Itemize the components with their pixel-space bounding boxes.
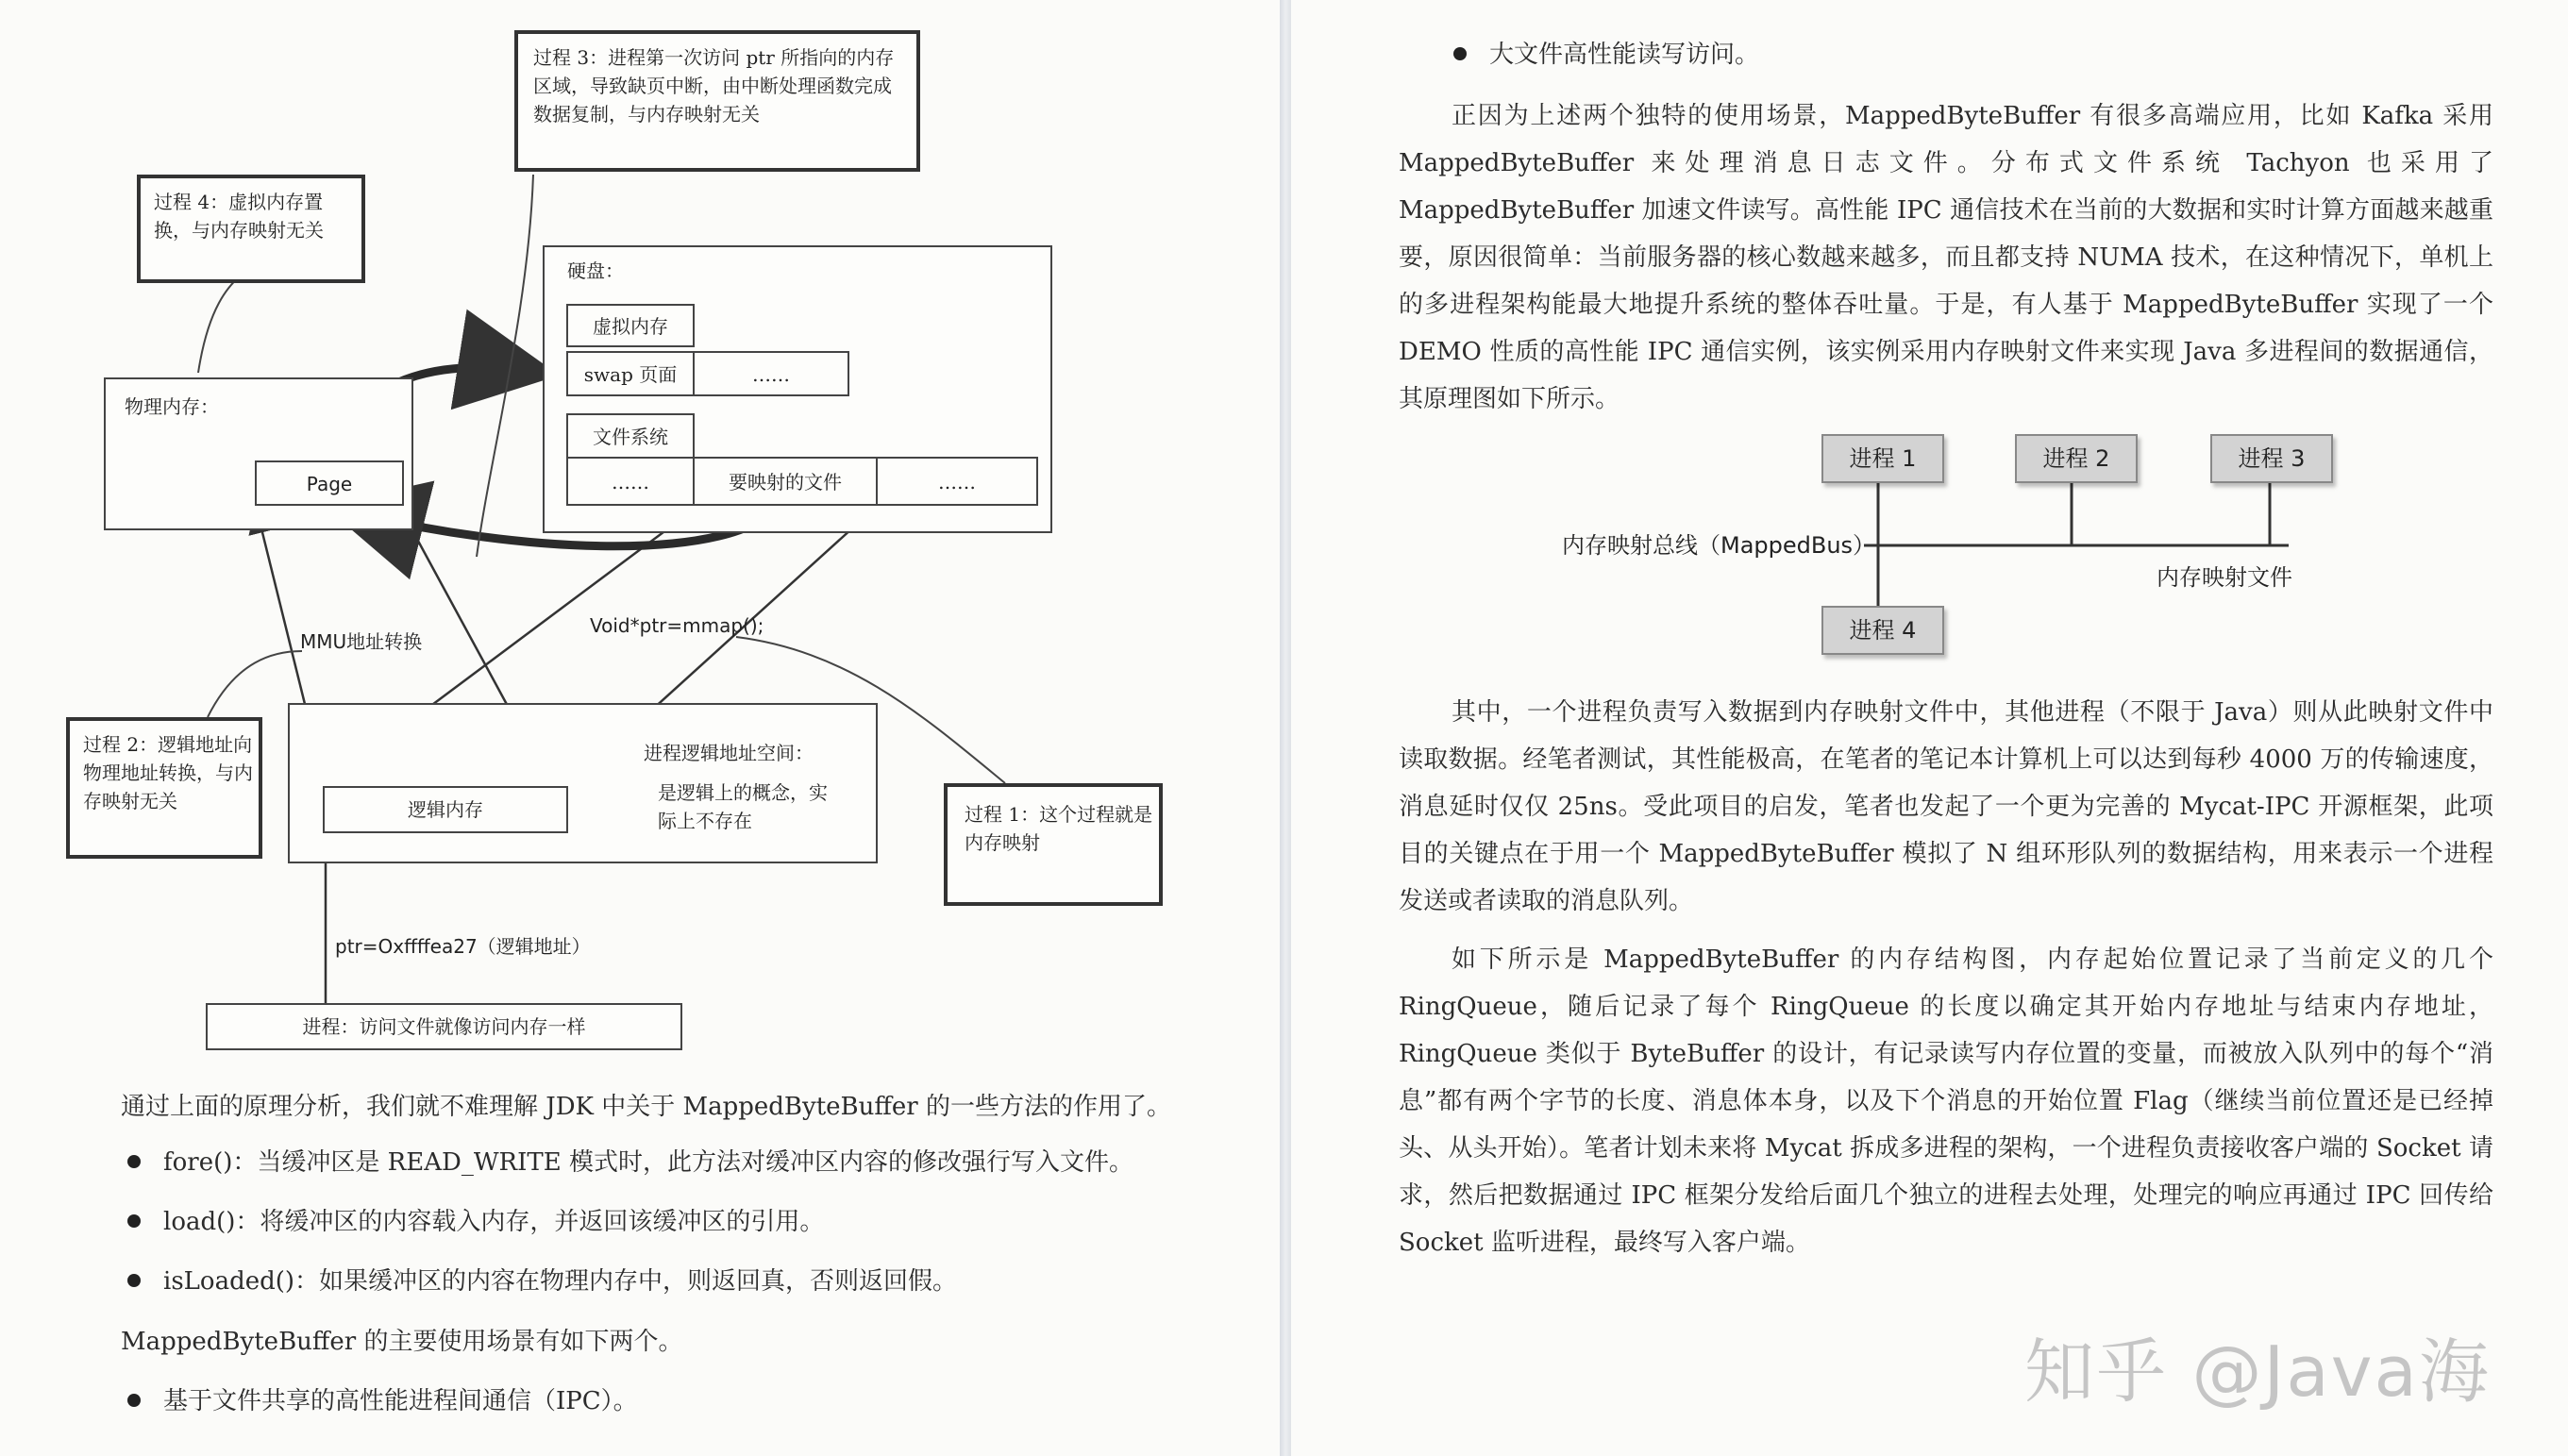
fs-dots-left-label: …… xyxy=(612,471,649,494)
bullet-text: 基于文件共享的高性能进程间通信（IPC）。 xyxy=(163,1387,638,1415)
note-process-3-text: 过程 3：进程第一次访问 ptr 所指向的内存区域，导致缺页中断，由中断处理函数完成数据复制，与内存映射无关 xyxy=(533,46,895,126)
left-bullet-2 xyxy=(127,1203,1213,1241)
note-process-1 xyxy=(944,783,1163,906)
logical-space-desc: 是逻辑上的概念，实际上不存在 xyxy=(658,781,828,832)
left-usage: MappedByteBuffer 的主要使用场景有如下两个。 xyxy=(121,1328,683,1356)
logical-memory-label: 逻辑内存 xyxy=(408,798,483,821)
bullet-text: load()：将缓冲区的内容载入内存，并返回该缓冲区的引用。 xyxy=(163,1208,825,1236)
bullet-dot-icon xyxy=(127,1214,141,1228)
left-bullet-1 xyxy=(127,1144,1213,1181)
bullet-text: isLoaded()：如果缓冲区的内容在物理内存中，则返回真，否则返回假。 xyxy=(163,1267,958,1296)
swap-page-label: swap 页面 xyxy=(583,363,678,386)
left-bullet-3 xyxy=(127,1263,1213,1300)
note-process-4-text: 过程 4：虚拟内存置换，与内存映射无关 xyxy=(154,191,324,242)
swap-dots-label: …… xyxy=(752,363,790,386)
note-process-2-text: 过程 2：逻辑地址向物理地址转换，与内存映射无关 xyxy=(83,733,253,812)
bullet-dot-icon xyxy=(127,1394,141,1407)
process-2-box: 进程 2 xyxy=(2015,434,2138,483)
right-para-3: 如下所示是 MappedByteBuffer 的内存结构图，内存起始位置记录了当前定义的几个 RingQueue，随后记录了每个 RingQueue 的长度以确定其开始内存地址与结束内存地址，RingQueue 类似于 ByteBuffer 的设计，有记录读写内存位置的变量，而被放入队列中的每个“消息”都有两个字节的长度、消息体本身，以及下个消息的开始位置 Flag（继续当前位置还是已经掉头、从头开始）。笔者计划未来将 Mycat 拆成多进程的架构，一个进程负责接收客户端的 Socket 请求，然后把数据通过 IPC 框架分发给后面几个独立的进程去处理，处理完的响应再通过 IPC 回传给 Socket 监听进程，最终写入客户端。 xyxy=(1399,946,2493,1257)
bullet-text: fore()：当缓冲区是 READ_WRITE 模式时，此方法对缓冲区内容的修改强行写入文件。 xyxy=(163,1148,1133,1177)
process-access-box xyxy=(206,1003,682,1050)
process-4-box: 进程 4 xyxy=(1821,606,1944,655)
bullet-dot-icon xyxy=(127,1274,141,1287)
virtual-memory-label: 虚拟内存 xyxy=(593,315,668,338)
ptr-label: ptr=Oxffffea27（逻辑地址） xyxy=(335,935,591,958)
note-process-1-text: 过程 1：这个过程就是内存映射 xyxy=(965,803,1153,854)
process-3-box: 进程 3 xyxy=(2210,434,2333,483)
file-system-label: 文件系统 xyxy=(593,426,668,448)
right-para-1: 正因为上述两个独特的使用场景，MappedByteBuffer 有很多高端应用，比如 Kafka 采用 MappedByteBuffer 来处理消息日志文件。分布式文件系统 Tachyon 也采用了 MappedByteBuffer 加速文件读写。高性能 IPC 通信技术在当前的大数据和实时计算方面越来越重要，原因很简单：当前服务器的核心数越来越多，而且都支持 NUMA 技术，在这种情况下，单机上的多进程架构能最大地提升系统的整体吞吐量。于是，有人基于 MappedByteBuffer 实现了一个 DEMO 性质的高性能 IPC 通信实例，该实例采用内存映射文件来实现 Java 多进程间的数据通信，其原理图如下所示。 xyxy=(1399,102,2493,413)
mapped-bus-label: 内存映射总线（MappedBus） xyxy=(1562,532,1876,559)
mapped-file-caption: 内存映射文件 xyxy=(2157,564,2292,591)
mapped-file-label: 要映射的文件 xyxy=(729,471,842,494)
left-intro: 通过上面的原理分析，我们就不难理解 JDK 中关于 MappedByteBuffer 的一些方法的作用了。 xyxy=(121,1093,1171,1121)
watermark: 知乎 @Java海 xyxy=(2024,1331,2491,1413)
bullet-text: 大文件高性能读写访问。 xyxy=(1489,41,1760,69)
note-process-2 xyxy=(66,717,262,859)
physical-memory-label: 物理内存： xyxy=(125,395,219,418)
mmap-call-label: Void*ptr=mmap(); xyxy=(590,614,764,637)
process-access-label: 进程：访问文件就像访问内存一样 xyxy=(302,1015,586,1038)
logical-memory-box xyxy=(323,786,568,833)
page-label: Page xyxy=(306,473,353,495)
left-usage-bullet xyxy=(127,1382,1213,1420)
fs-dots-right-label: …… xyxy=(938,471,976,494)
mmu-label: MMU地址转换 xyxy=(300,630,423,653)
right-para-2: 其中，一个进程负责写入数据到内存映射文件中，其他进程（不限于 Java）则从此映射文件中读取数据。经笔者测试，其性能极高，在笔者的笔记本计算机上可以达到每秒 4000 万的传输速度，消息延时仅仅 25ns。受此项目的启发，笔者也发起了一个更为完善的 Mycat-IPC 开源框架，此项目的关键点在于用一个 MappedByteBuffer 模拟了 N 组环形队列的数据结构，用来表示一个进程发送或者读取的消息队列。 xyxy=(1399,698,2493,915)
process-1-box: 进程 1 xyxy=(1821,434,1944,483)
bullet-dot-icon xyxy=(127,1155,141,1168)
logical-address-space-box xyxy=(288,703,878,863)
logical-space-title: 进程逻辑地址空间： xyxy=(644,742,814,764)
disk-label: 硬盘： xyxy=(567,259,624,282)
